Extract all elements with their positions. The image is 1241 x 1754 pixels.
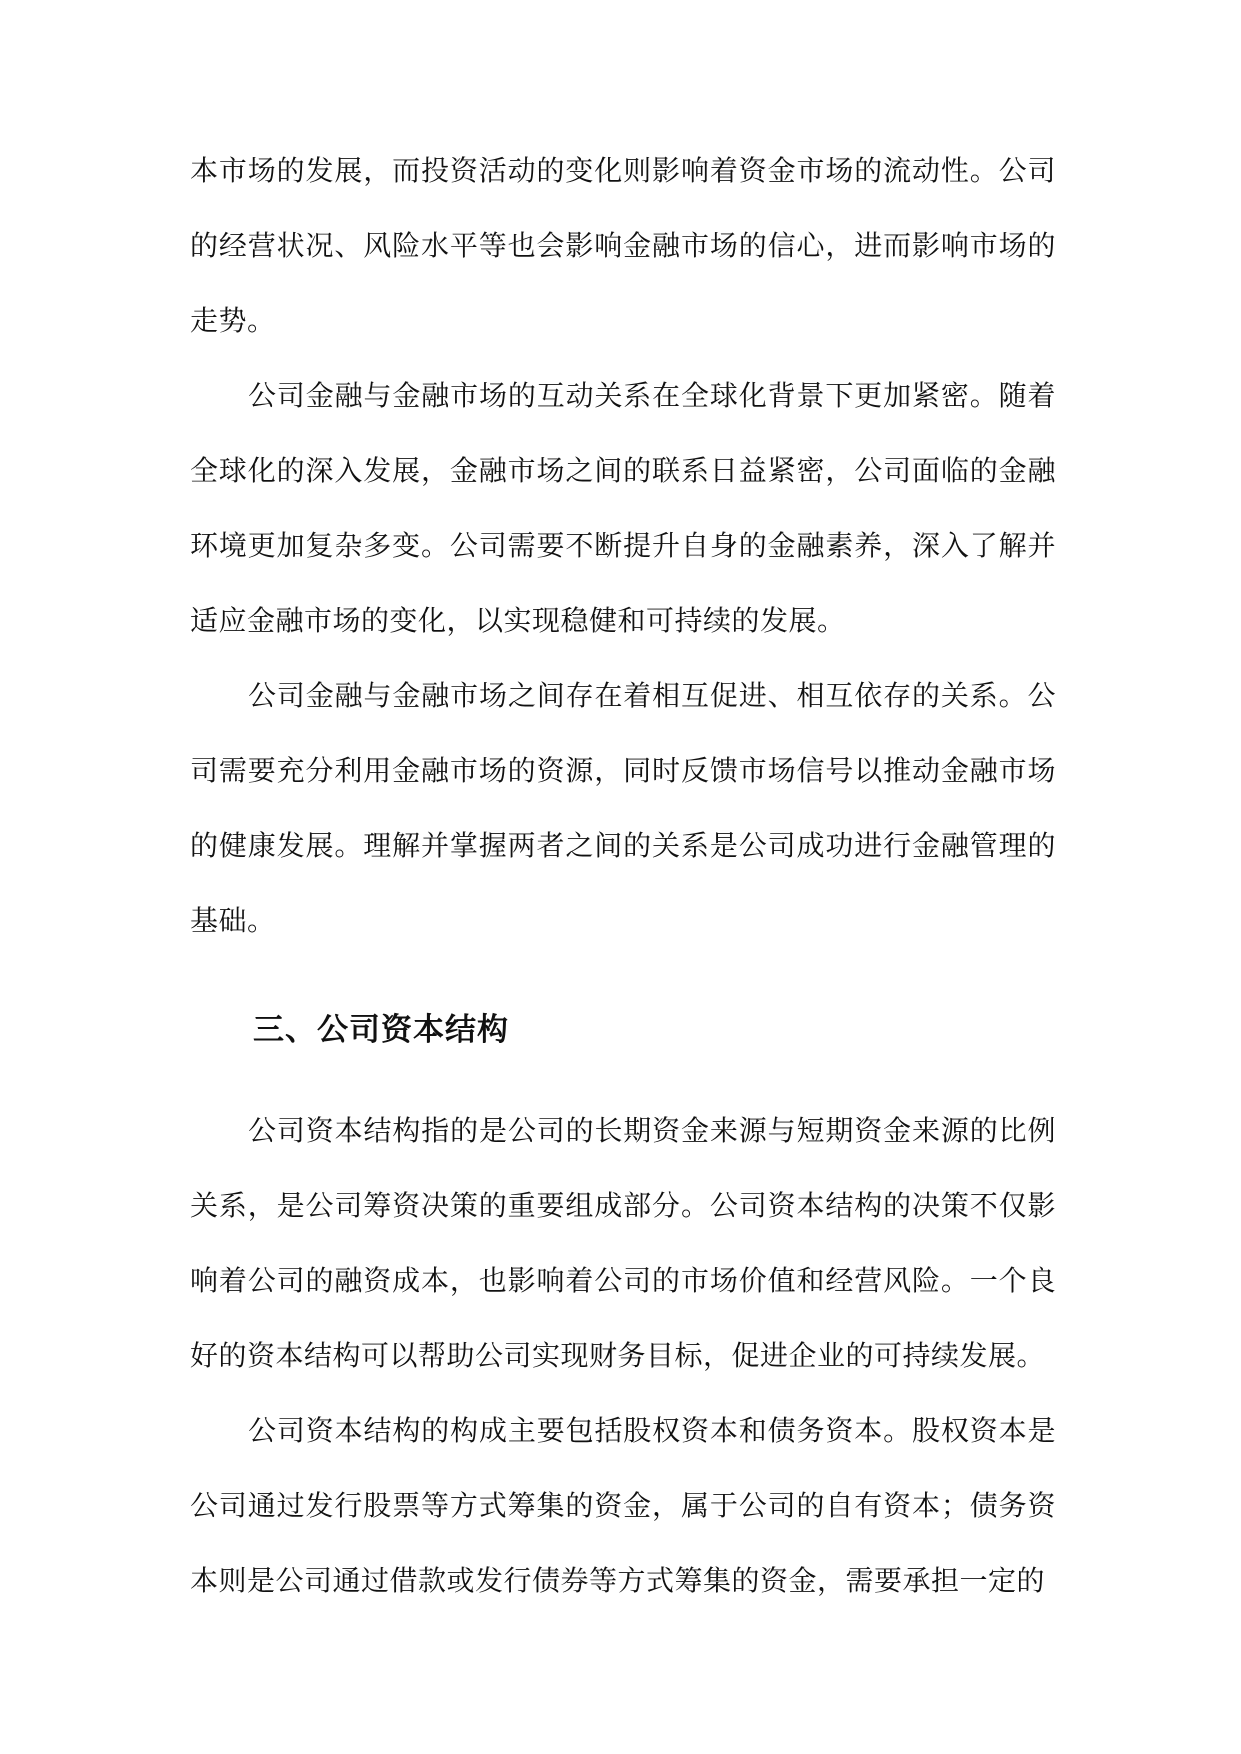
paragraph-capital-structure-definition: 公司资本结构指的是公司的长期资金来源与短期资金来源的比例关系，是公司筹资决策的重要组成部分。公司资本结构的决策不仅影响着公司的融资成本，也影响着公司的市场价值和经营风险。一个良好的资本结构可以帮助公司实现财务目标，促进企业的可持续发展。: [190, 1114, 1056, 1372]
paragraph-capital-structure-composition: 公司资本结构的构成主要包括股权资本和债务资本。股权资本是公司通过发行股票等方式筹集的资金，属于公司的自有资本；债务资本则是公司通过借款或发行债券等方式筹集的资金，需要承担一定的: [190, 1414, 1056, 1597]
section-heading: 三、公司资本结构: [253, 1012, 509, 1048]
paragraph-globalization: 公司金融与金融市场的互动关系在全球化背景下更加紧密。随着全球化的深入发展，金融市场之间的联系日益紧密，公司面临的金融环境更加复杂多变。公司需要不断提升自身的金融素养，深入了解并适应金融市场的变化，以实现稳健和可持续的发展。: [190, 379, 1056, 637]
paragraph-relationship: 公司金融与金融市场之间存在着相互促进、相互依存的关系。公司需要充分利用金融市场的资源，同时反馈市场信号以推动金融市场的健康发展。理解并掌握两者之间的关系是公司成功进行金融管理的基础。: [190, 679, 1056, 937]
paragraph-continued: 本市场的发展，而投资活动的变化则影响着资金市场的流动性。公司的经营状况、风险水平等也会影响金融市场的信心，进而影响市场的走势。: [190, 154, 1056, 337]
